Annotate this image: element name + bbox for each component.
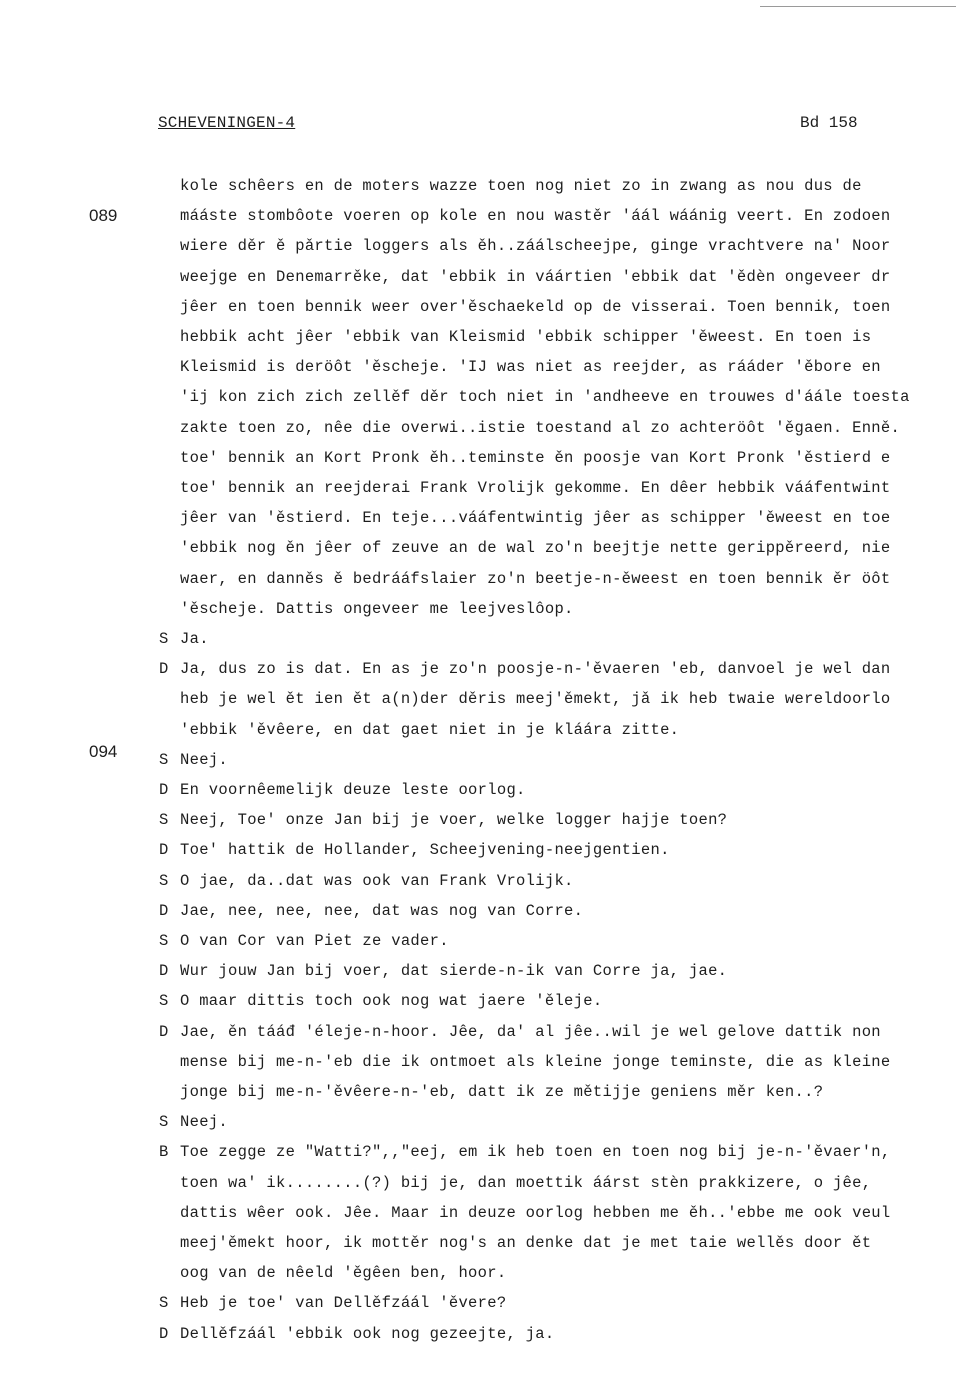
transcript-line: mááste stombôote voeren op kole en nou wastěr 'áál wáánig veert. En zodoen xyxy=(180,207,891,225)
transcript-line: Toe zegge ze "Watti?",,"eej, em ik heb toen en toen nog bij je-n-'ěvaer'n, xyxy=(180,1143,891,1161)
speaker-label: D xyxy=(159,841,169,859)
speaker-label: S xyxy=(159,751,169,769)
transcript-line: Kleismid is deröôt 'ěscheje. 'IJ was niet as reejder, as rááder 'ěbore en xyxy=(180,358,881,376)
transcript-line: zakte toen zo, nêe die overwi..istie toestand al zo achteröôt 'ěgaen. Enně. xyxy=(180,419,901,437)
speaker-label: S xyxy=(159,1294,169,1312)
transcript-line: O jae, da..dat was ook van Frank Vrolijk. xyxy=(180,872,574,890)
speaker-label: S xyxy=(159,872,169,890)
transcript-line: oog van de nêeld 'ěgêen ben, hoor. xyxy=(180,1264,507,1282)
transcript-line: Dellěfzáál 'ebbik ook nog gezeejte, ja. xyxy=(180,1325,555,1343)
speaker-label: S xyxy=(159,811,169,829)
transcript-line: jêer van 'ěstierd. En teje...vááfentwintig jêer as schipper 'ěweest en toe xyxy=(180,509,891,527)
transcript-line: heb je wel ět ien ět a(n)der děris meej'ěmekt, jǎ ik heb twaie wereldoorlo xyxy=(180,690,891,708)
transcript-line: mense bij me-n-'eb die ik ontmoet als kleine jonge teminste, die as kleine xyxy=(180,1053,891,1071)
transcript-line: kole schêers en de moters wazze toen nog niet zo in zwang as nou dus de xyxy=(180,177,862,195)
speaker-label: D xyxy=(159,902,169,920)
margin-number: 094 xyxy=(89,742,118,761)
speaker-label: D xyxy=(159,962,169,980)
transcript-line: 'ij kon zich zich zellěf děr toch niet in 'andheeve en trouwes d'áále toesta xyxy=(180,388,910,406)
transcript-line: weejge en Denemarrěke, dat 'ebbik in váártien 'ebbik dat 'ědèn ongeveer dr xyxy=(180,268,891,286)
transcript-line: Jae, nee, nee, nee, dat was nog van Corre. xyxy=(180,902,584,920)
transcript-line: Neej. xyxy=(180,1113,229,1131)
transcript-line: Ja. xyxy=(180,630,209,648)
transcript-line: O maar dittis toch ook nog wat jaere 'ěleje. xyxy=(180,992,603,1010)
speaker-label: D xyxy=(159,1023,169,1041)
transcript-line: 'ebbik 'ěvêere, en dat gaet niet in je kláára zitte. xyxy=(180,721,680,739)
speaker-label: S xyxy=(159,932,169,950)
speaker-label: D xyxy=(159,660,169,678)
transcript-line: waer, en danněs ě bedrááfslaier zo'n beetje-n-ěweest en toen bennik ěr öôt xyxy=(180,570,891,588)
speaker-label: D xyxy=(159,781,169,799)
speaker-label: D xyxy=(159,1325,169,1343)
speaker-label: S xyxy=(159,992,169,1010)
transcript-line: Neej, Toe' onze Jan bij je voer, welke logger hajje toen? xyxy=(180,811,728,829)
transcript-line: toen wa' ik........(?) bij je, dan moettik áárst stèn prakkizere, o jêe, xyxy=(180,1174,872,1192)
top-right-rule xyxy=(760,6,956,7)
speaker-label: S xyxy=(159,1113,169,1131)
page-reference: Bd 158 xyxy=(800,114,858,132)
margin-number: 089 xyxy=(89,206,118,225)
document-title: SCHEVENINGEN-4 xyxy=(158,114,296,132)
transcript-line: En voornêemelijk deuze leste oorlog. xyxy=(180,781,526,799)
transcript-line: Wur jouw Jan bij voer, dat sierde-n-ik van Corre ja, jae. xyxy=(180,962,728,980)
speaker-label: B xyxy=(159,1143,169,1161)
transcript-line: toe' bennik an Kort Pronk ěh..teminste ěn poosje van Kort Pronk 'ěstierd e xyxy=(180,449,891,467)
transcript-line: hebbik acht jêer 'ebbik van Kleismid 'ebbik schipper 'ěweest. En toen is xyxy=(180,328,872,346)
transcript-line: O van Cor van Piet ze vader. xyxy=(180,932,449,950)
speaker-label: S xyxy=(159,630,169,648)
transcript-line: toe' bennik an reejderai Frank Vrolijk gekomme. En dêer hebbik vááfentwint xyxy=(180,479,891,497)
transcript-line: Heb je toe' van Dellěfzáál 'ěvere? xyxy=(180,1294,507,1312)
transcript-line: Ja, dus zo is dat. En as je zo'n poosje-n-'ěvaeren 'eb, danvoel je wel dan xyxy=(180,660,891,678)
transcript-line: dattis wêer ook. Jêe. Maar in deuze oorlog hebben me ěh..'ebbe me ook veul xyxy=(180,1204,891,1222)
transcript-line: 'ebbik nog ěn jêer of zeuve an de wal zo'n beejtje nette gerippěreerd, nie xyxy=(180,539,891,557)
transcript-line: jêer en toen bennik weer over'ěschaekeld op de visserai. Toen bennik, toen xyxy=(180,298,891,316)
transcript-line: Toe' hattik de Hollander, Scheejvening-neejgentien. xyxy=(180,841,670,859)
transcript-line: Neej. xyxy=(180,751,229,769)
transcript-line: wiere děr ě pǎrtie loggers als ěh..záálscheejpe, ginge vrachtvere na' Noor xyxy=(180,237,891,255)
transcript-line: Jae, ěn tááđ 'éleje-n-hoor. Jêe, da' al jêe..wil je wel gelove dattik non xyxy=(180,1023,881,1041)
transcript-line: jonge bij me-n-'ěvêere-n-'eb, datt ik ze mětijje geniens měr ken..? xyxy=(180,1083,824,1101)
transcript-line: 'ěscheje. Dattis ongeveer me leejveslôop. xyxy=(180,600,574,618)
transcript-line: meej'ěmekt hoor, ik mottěr nog's an denke dat je met taie wellěs door ět xyxy=(180,1234,872,1252)
